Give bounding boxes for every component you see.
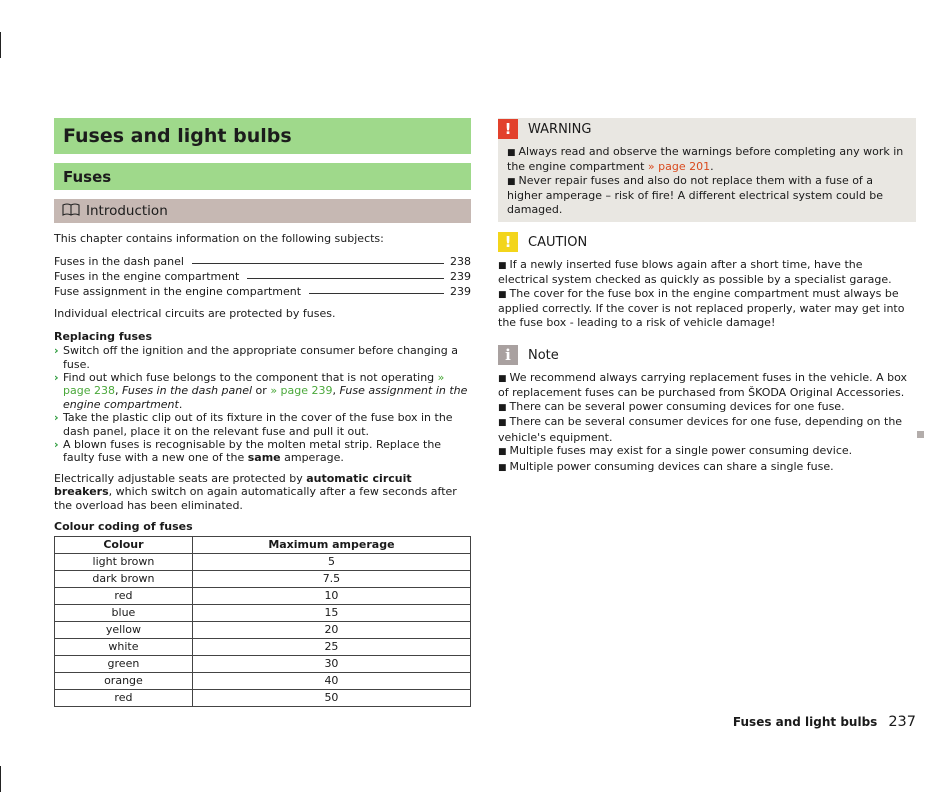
- seats-text: Electrically adjustable seats are protected by automatic circuit breakers, which switch on again automatically after a few seconds after the overload has been eliminated.: [54, 471, 457, 512]
- table-cell: 40: [192, 672, 470, 689]
- toc-item-page: 239: [450, 270, 471, 284]
- book-icon: [62, 203, 80, 220]
- toc-item-label: Fuse assignment in the engine compartment: [54, 285, 302, 299]
- toc-list: [54, 253, 471, 298]
- table-row: [55, 621, 471, 638]
- right-column: [498, 118, 916, 475]
- table-cell: yellow: [55, 621, 193, 638]
- table-row: [55, 587, 471, 604]
- table-cell: 25: [192, 638, 470, 655]
- table-cell: red: [55, 689, 193, 706]
- warning-bullets: [498, 145, 916, 216]
- info-icon: i: [498, 345, 518, 365]
- subsection-title: Introduction: [86, 203, 168, 219]
- table-row: [55, 604, 471, 621]
- footer-title: Fuses and light bulbs: [732, 715, 878, 729]
- toc-item[interactable]: [54, 253, 471, 268]
- crop-mark-top: [0, 32, 1, 58]
- note-title: Note: [528, 347, 559, 363]
- table-cell: light brown: [55, 553, 193, 570]
- table-cell: 7.5: [192, 570, 470, 587]
- toc-item-label: Fuses in the engine compartment: [54, 270, 240, 284]
- table-cell: 30: [192, 655, 470, 672]
- table-cell: 20: [192, 621, 470, 638]
- intro-text: This chapter contains information on the following subjects:: [54, 232, 384, 245]
- table-header-cell: Colour: [55, 536, 193, 553]
- step-text: Take the plastic clip out of its fixture in the cover of the fuse box in the dash panel, place it on the relevant fuse and pull it out.: [63, 411, 453, 438]
- warning-box: [498, 118, 916, 222]
- subsection-header: [54, 199, 471, 223]
- note-bullet: ■ Multiple power consuming devices can share a single fuse.: [498, 459, 834, 473]
- circuits-text: Individual electrical circuits are protected by fuses.: [54, 307, 336, 321]
- caution-bullets: [498, 258, 916, 329]
- table-cell: red: [55, 587, 193, 604]
- table-cell: 5: [192, 553, 470, 570]
- toc-leader: [192, 263, 444, 264]
- left-column: [54, 118, 471, 707]
- note-bullet: ■ There can be several power consuming devices for one fuse.: [498, 399, 845, 413]
- table-cell: orange: [55, 672, 193, 689]
- step-item: [54, 411, 471, 438]
- table-cell: dark brown: [55, 570, 193, 587]
- step-text: A blown fuses is recognisable by the molten metal strip. Replace the faulty fuse with a new one of the same amperage.: [63, 438, 442, 465]
- step-item: [54, 344, 471, 371]
- section-end-marker: [917, 431, 924, 438]
- warning-bullet: ■ Never repair fuses and also do not replace them with a fuse of a higher amperage – risk of fire! A different electrical system could be damaged.: [507, 173, 884, 216]
- caution-header: [498, 231, 916, 253]
- replacing-heading: Replacing fuses: [54, 329, 152, 343]
- note-bullet: ■ Multiple fuses may exist for a single power consuming device.: [498, 444, 853, 458]
- caution-bullet: ■ The cover for the fuse box in the engine compartment must always be applied correctly. If the cover is not replaced properly, water may get into the fuse box - leading to a risk of vehicle damage!: [498, 286, 905, 329]
- step-item: [54, 371, 471, 411]
- toc-item[interactable]: [54, 283, 471, 298]
- note-bullets: [498, 371, 916, 475]
- page-link[interactable]: » page 201: [647, 160, 711, 174]
- warning-bullet: ■ Always read and observe the warnings before completing any work in the engine compartment » page 201.: [507, 145, 904, 174]
- table-row: [55, 638, 471, 655]
- toc-leader: [247, 278, 444, 279]
- step-item: [54, 438, 471, 465]
- toc-item-page: 239: [450, 285, 471, 299]
- step-text: Switch off the ignition and the appropriate consumer before changing a fuse.: [63, 344, 459, 371]
- warning-header: [498, 118, 916, 140]
- table-cell: blue: [55, 604, 193, 621]
- crop-mark-bottom: [0, 766, 1, 792]
- step-text: Find out which fuse belongs to the component that is not operating » page 238, Fuses in the dash panel or » page 239, Fuse assignment in the engine compartment.: [63, 371, 468, 411]
- page-link[interactable]: » page 239: [270, 384, 333, 398]
- chevron-right-icon: ›: [54, 344, 59, 358]
- table-row: [55, 672, 471, 689]
- table-cell: 50: [192, 689, 470, 706]
- table-row: [55, 570, 471, 587]
- replacing-steps: [54, 344, 471, 465]
- table-row: [55, 655, 471, 672]
- page-link[interactable]: » page 238: [63, 371, 445, 398]
- caution-title: CAUTION: [528, 234, 588, 250]
- table-cell: 15: [192, 604, 470, 621]
- table-row: [55, 553, 471, 570]
- note-bullet: ■ We recommend always carrying replacement fuses in the vehicle. A box of replacement fuses can be purchased from ŠKODA Original Accessories.: [498, 371, 908, 400]
- chapter-title: Fuses and light bulbs: [54, 118, 471, 154]
- toc-item-page: 238: [450, 255, 471, 269]
- toc-leader: [309, 293, 444, 294]
- section-title: Fuses: [54, 163, 471, 190]
- warning-title: WARNING: [528, 121, 592, 137]
- toc-item-label: Fuses in the dash panel: [54, 255, 184, 269]
- table-cell: green: [55, 655, 193, 672]
- page-footer: [733, 714, 916, 730]
- fuse-colour-table: [54, 536, 471, 707]
- table-cell: 10: [192, 587, 470, 604]
- exclamation-icon: !: [498, 119, 518, 139]
- page-number: 237: [888, 714, 916, 730]
- chevron-right-icon: ›: [54, 371, 59, 385]
- exclamation-icon: !: [498, 232, 518, 252]
- caution-bullet: ■ If a newly inserted fuse blows again after a short time, have the electrical system checked as quickly as possible by a specialist garage.: [498, 258, 892, 287]
- table-header-cell: Maximum amperage: [192, 536, 470, 553]
- table-row: [55, 689, 471, 706]
- table-cell: white: [55, 638, 193, 655]
- chevron-right-icon: ›: [54, 411, 59, 425]
- note-header: [498, 344, 916, 366]
- table-header-row: [55, 536, 471, 553]
- chevron-right-icon: ›: [54, 438, 59, 452]
- table-caption: Colour coding of fuses: [54, 520, 193, 534]
- note-bullet: ■ There can be several consumer devices for one fuse, depending on the vehicle's equipment.: [498, 415, 903, 444]
- toc-item[interactable]: [54, 268, 471, 283]
